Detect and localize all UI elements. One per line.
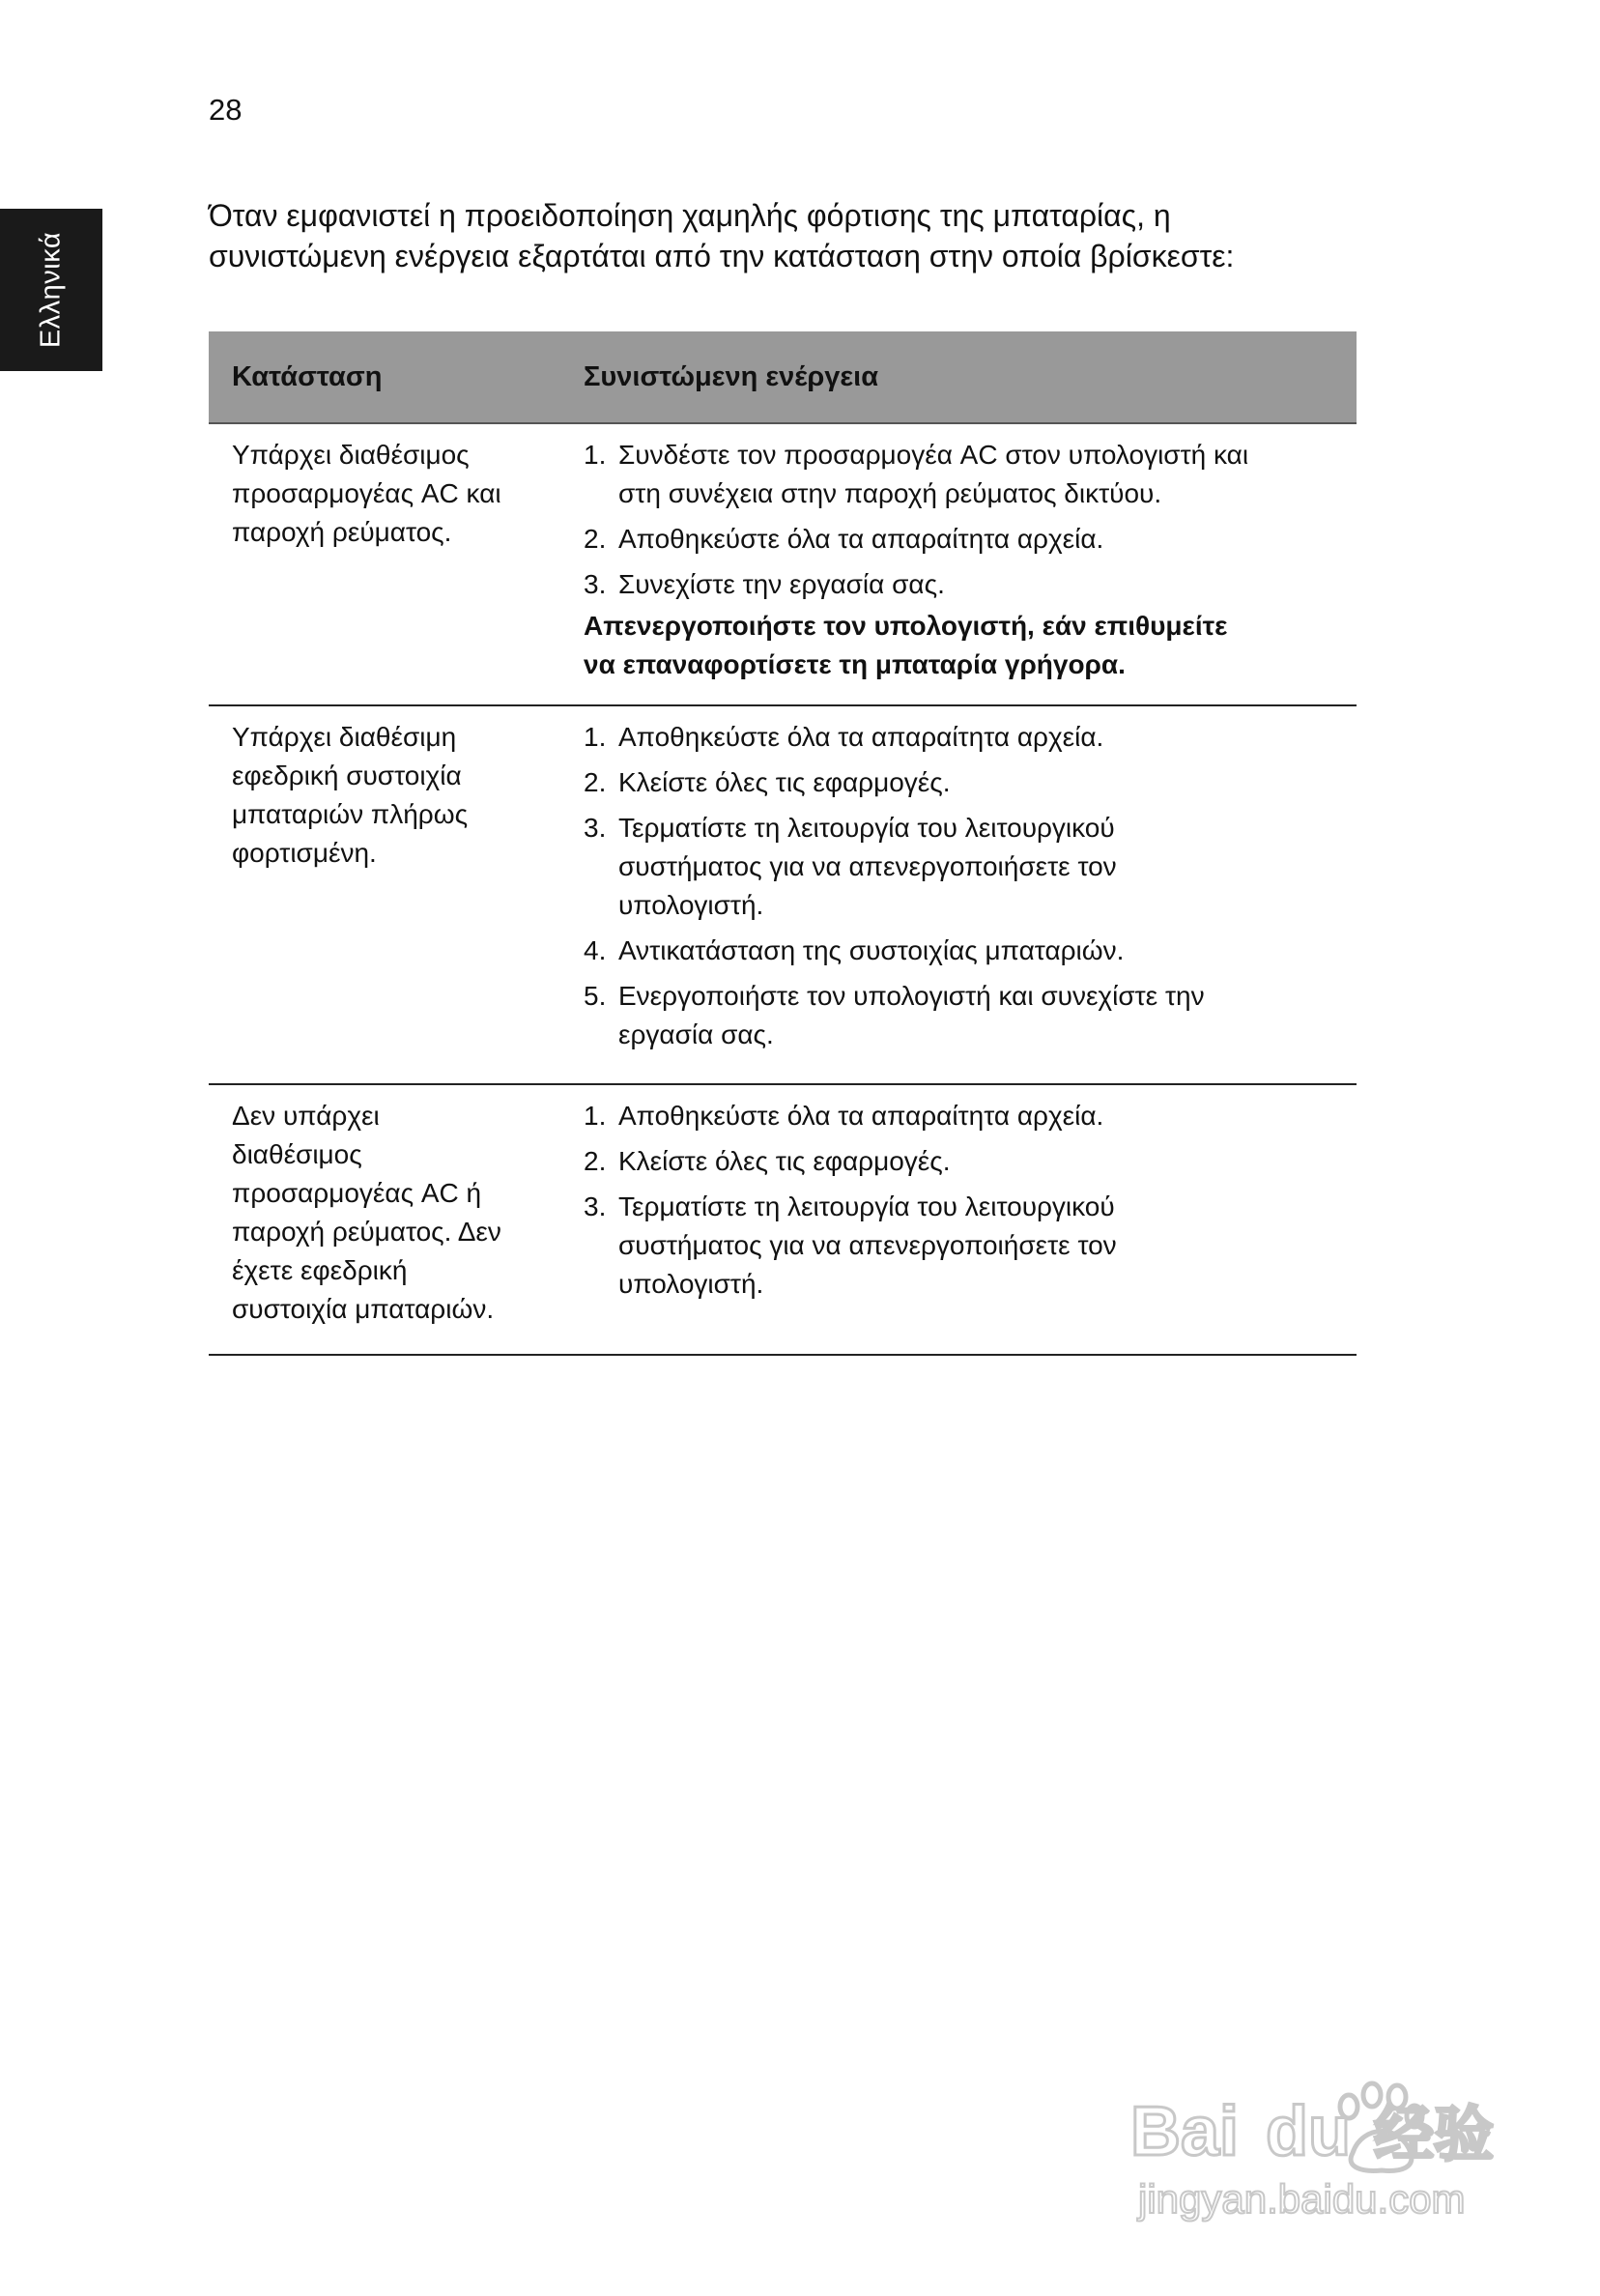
step-item (584, 520, 1357, 559)
intro-line: Όταν εμφανιστεί η προειδοποίηση χαμηλής φόρτισης της μπαταρίας, η (209, 198, 1171, 233)
situation-line: διαθέσιμος (232, 1139, 362, 1169)
note-line: να επαναφορτίσετε τη μπαταρία γρήγορα. (584, 649, 1126, 679)
situation-cell (209, 1085, 560, 1354)
step-text: συστήματος για να απενεργοποιήσετε τον (618, 1230, 1117, 1260)
step-text: εργασία σας. (618, 1019, 774, 1049)
step-text: Τερματίστε τη λειτουργία του λειτουργικού (618, 813, 1115, 843)
situation-cell (209, 706, 560, 1083)
step-number: 4. (584, 935, 607, 965)
step-number: 1. (584, 722, 607, 752)
step-text: στη συνέχεια στην παροχή ρεύματος δικτύου. (618, 478, 1162, 508)
svg-text:du: du (1266, 2093, 1351, 2170)
step-text: Τερματίστε τη λειτουργία του λειτουργικού (618, 1191, 1115, 1221)
step-number: 5. (584, 981, 607, 1011)
step-number: 1. (584, 1101, 607, 1131)
step-text: Αποθηκεύστε όλα τα απαραίτητα αρχεία. (618, 524, 1104, 554)
step-number: 1. (584, 440, 607, 470)
situation-line: παροχή ρεύματος. Δεν (232, 1217, 501, 1247)
table-row (209, 1085, 1357, 1356)
table-row (209, 424, 1357, 706)
situation-cell (209, 424, 560, 704)
svg-text:jingyan.baidu.com: jingyan.baidu.com (1138, 2176, 1466, 2222)
step-number: 3. (584, 813, 607, 843)
step-text: Αποθηκεύστε όλα τα απαραίτητα αρχεία. (618, 1101, 1104, 1131)
header-situation: Κατάσταση (232, 360, 383, 392)
page-number: 28 (209, 93, 243, 127)
svg-text:Bai: Bai (1130, 2093, 1240, 2170)
action-cell (560, 1085, 1357, 1354)
language-label: Ελληνικά (35, 231, 67, 349)
step-item (584, 718, 1357, 757)
situation-line: Υπάρχει διαθέσιμος (232, 440, 470, 470)
situation-line: συστοιχία μπαταριών. (232, 1294, 495, 1324)
situation-line: μπαταριών πλήρως (232, 799, 469, 829)
step-item (584, 932, 1357, 970)
intro-paragraph (209, 195, 1368, 276)
situation-line: προσαρμογέας AC και (232, 478, 501, 508)
step-item (584, 436, 1357, 513)
situation-line: φορτισμένη. (232, 838, 377, 868)
step-text: Κλείστε όλες τις εφαρμογές. (618, 767, 951, 797)
situation-line: Δεν υπάρχει (232, 1101, 380, 1131)
intro-line: συνιστώμενη ενέργεια εξαρτάται από την κατάσταση στην οποία βρίσκεστε: (209, 239, 1235, 273)
action-cell (560, 706, 1357, 1083)
step-item (584, 763, 1357, 802)
step-number: 2. (584, 767, 607, 797)
step-number: 3. (584, 1191, 607, 1221)
step-item (584, 565, 1357, 604)
situation-line: εφεδρική συστοιχία (232, 761, 462, 790)
step-item (584, 1097, 1357, 1135)
action-cell (560, 424, 1357, 704)
step-text: Αποθηκεύστε όλα τα απαραίτητα αρχεία. (618, 722, 1104, 752)
language-side-tab (0, 209, 102, 371)
header-action: Συνιστώμενη ενέργεια (584, 360, 879, 392)
step-text: συστήματος για να απενεργοποιήσετε τον (618, 851, 1117, 881)
table-header (209, 331, 1357, 424)
table-row (209, 706, 1357, 1085)
situation-line: παροχή ρεύματος. (232, 517, 452, 547)
battery-action-table (209, 331, 1357, 1356)
step-number: 2. (584, 524, 607, 554)
step-text: Κλείστε όλες τις εφαρμογές. (618, 1146, 951, 1176)
step-text: Συνδέστε τον προσαρμογέα AC στον υπολογιστή και (618, 440, 1249, 470)
step-item (584, 809, 1357, 925)
step-item (584, 977, 1357, 1054)
step-text: υπολογιστή. (618, 890, 764, 920)
situation-line: Υπάρχει διαθέσιμη (232, 722, 457, 752)
step-item (584, 1188, 1357, 1304)
step-number: 2. (584, 1146, 607, 1176)
step-text: Ενεργοποιήστε τον υπολογιστή και συνεχίστε την (618, 981, 1205, 1011)
step-text: υπολογιστή. (618, 1269, 764, 1299)
note-line: Απενεργοποιήστε τον υπολογιστή, εάν επιθυμείτε (584, 611, 1228, 641)
situation-line: έχετε εφεδρική (232, 1255, 408, 1285)
baidu-watermark-logo (1121, 2047, 1507, 2230)
step-item (584, 1142, 1357, 1181)
step-text: Συνεχίστε την εργασία σας. (618, 569, 945, 599)
bold-note (584, 607, 1357, 684)
svg-text:经验: 经验 (1374, 2099, 1495, 2169)
step-text: Αντικατάσταση της συστοιχίας μπαταριών. (618, 935, 1125, 965)
step-number: 3. (584, 569, 607, 599)
situation-line: προσαρμογέας AC ή (232, 1178, 482, 1208)
